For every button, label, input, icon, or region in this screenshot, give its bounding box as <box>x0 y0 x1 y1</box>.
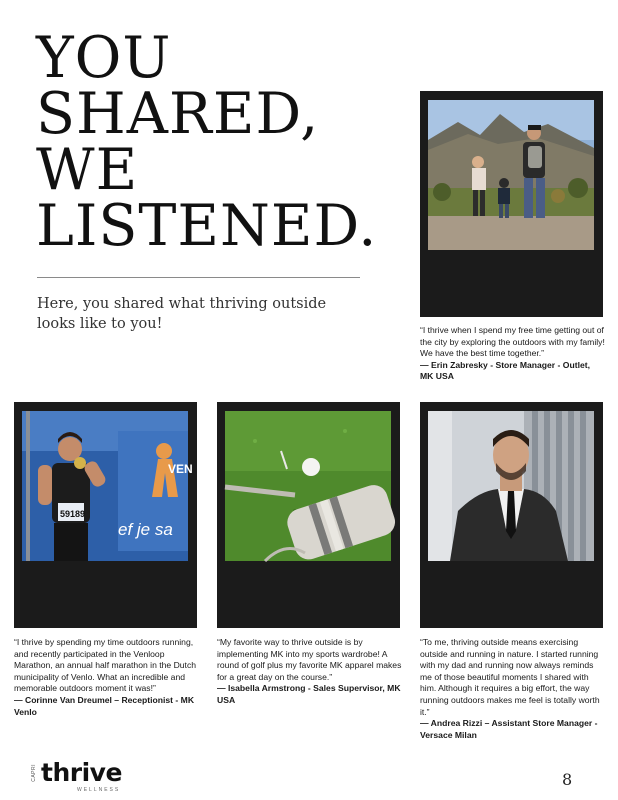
banner-text: VEN <box>168 462 193 476</box>
quote-text: “I thrive when I spend my free time getting out of the city by exploring the outdoors with my family! We have the best time together.” <box>420 325 605 359</box>
headline <box>36 25 378 259</box>
headline-line: WE <box>36 137 139 203</box>
headline-line: LISTENED. <box>36 193 378 259</box>
logo-wordmark: thrive <box>41 758 122 787</box>
quote-text: “I thrive by spending my time outdoors running, and recently participated in the Venloop Marathon, an annual half marathon in the Dutch municipality of Venlo. What an incredible and memorable outdoors moment it was!” <box>14 637 197 694</box>
caption-golf <box>217 637 402 707</box>
logo-prefix: CAPRI <box>31 764 37 782</box>
page-number: 8 <box>562 770 573 789</box>
runner-photo <box>22 411 193 561</box>
attribution: — Andrea Rizzi – Assistant Store Manager - Versace Milan <box>420 718 598 740</box>
family-hiking-photo <box>428 100 594 250</box>
bib-number: 59189 <box>60 509 86 519</box>
intro-text: Here, you shared what thriving outside looks like to you! <box>37 296 327 332</box>
quote-text: “To me, thriving outside means exercising outside and running in nature. I started running with my dad and running now always reminds me of those beautiful moments I shared with him. Although it requires a big effort, the way running outdoors makes me feel is totally worth it.” <box>420 637 600 717</box>
attribution: — Erin Zabresky - Store Manager - Outlet, MK USA <box>420 359 591 382</box>
caption-family <box>420 325 605 383</box>
headline-line: SHARED, <box>36 81 320 147</box>
headline-line: YOU <box>36 25 172 91</box>
golf-photo <box>225 411 391 561</box>
slogan-text: ef je sa <box>118 520 173 539</box>
logo-subtitle: WELLNESS <box>77 787 121 793</box>
portrait-photo <box>428 411 594 561</box>
caption-runner <box>14 637 199 718</box>
attribution: — Isabella Armstrong - Sales Supervisor, MK USA <box>217 683 401 705</box>
caption-portrait <box>420 637 605 741</box>
quote-text: “My favorite way to thrive outside is by implementing MK into my sports wardrobe! A round of golf plus my favorite MK apparel makes for a great day on the course.” <box>217 637 402 682</box>
attribution: — Corinne Van Dreumel – Receptionist - MK Venlo <box>14 694 195 717</box>
divider <box>37 277 360 278</box>
